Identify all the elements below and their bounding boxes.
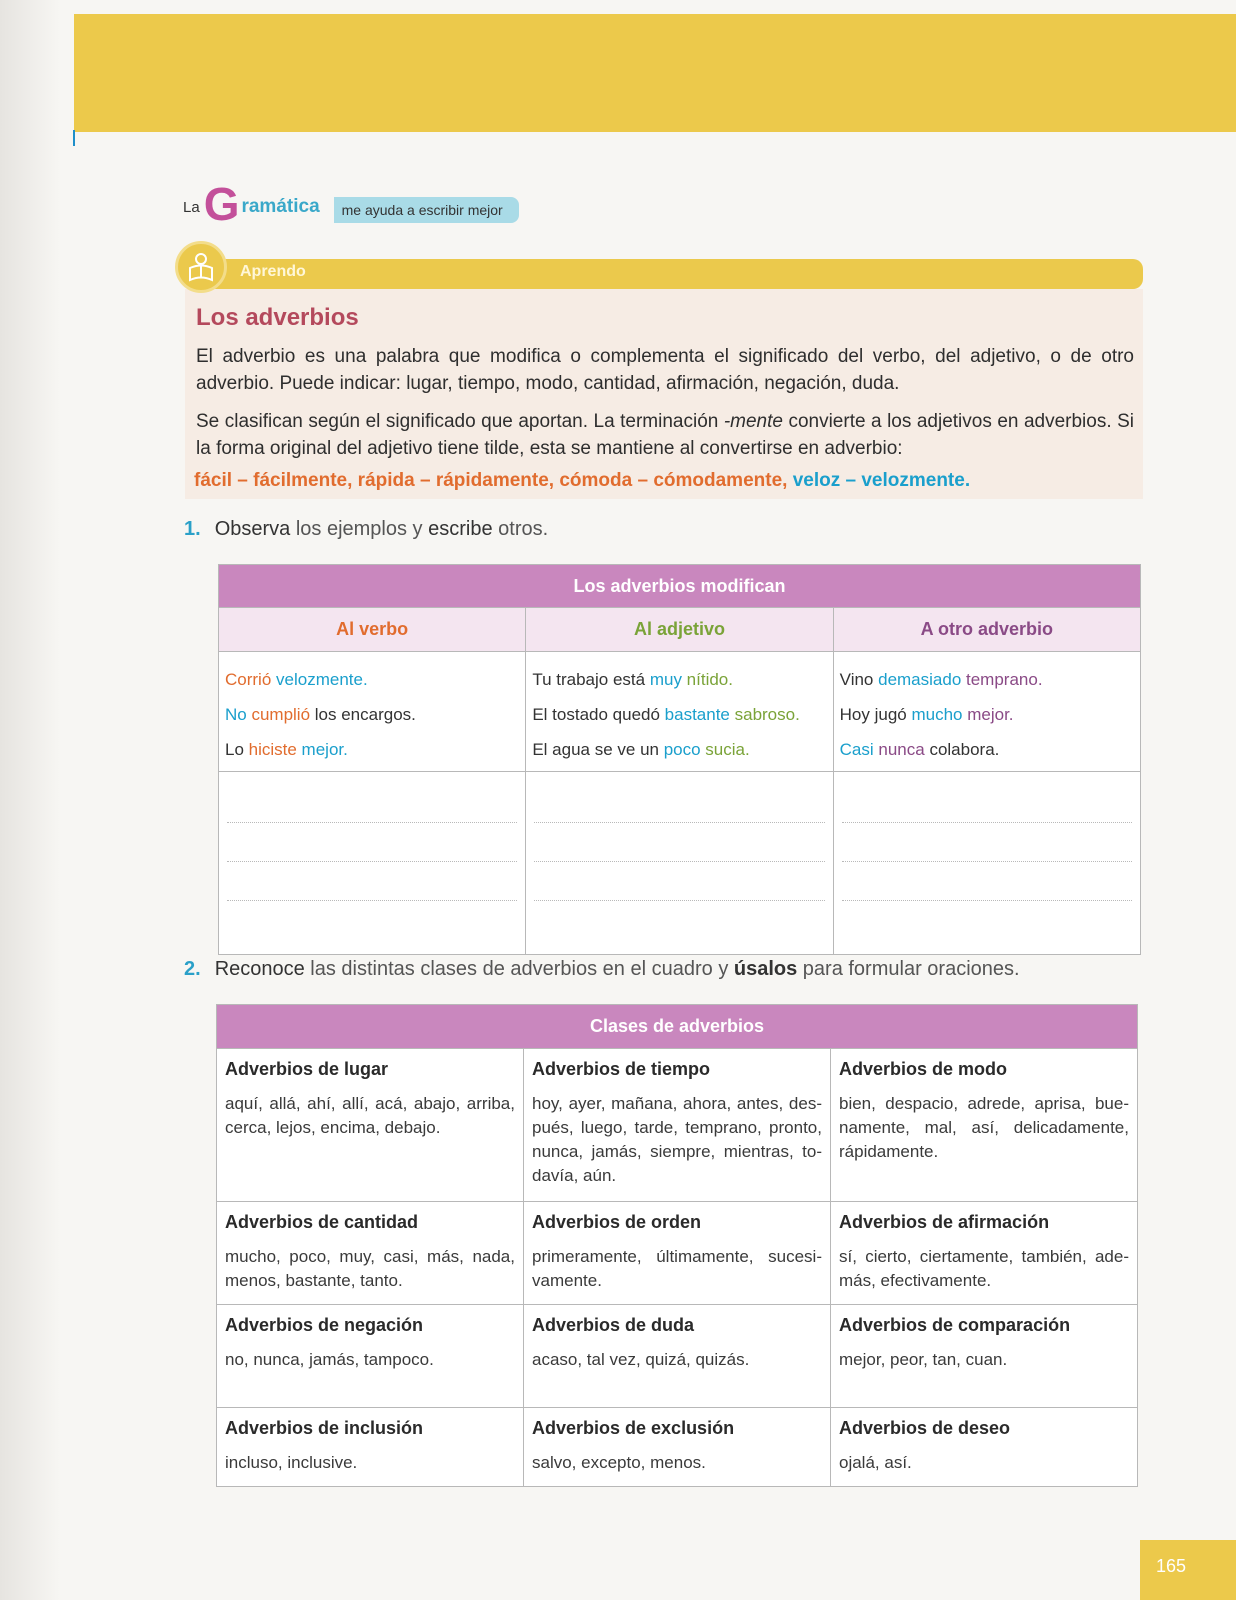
adverb-example-1-adverb: temprano. <box>961 670 1043 689</box>
writing-area-verb[interactable] <box>219 772 526 955</box>
examples-blue: veloz – velozmente. <box>787 470 971 491</box>
adjective-example-3 <box>532 732 826 767</box>
class-list: mejor, peor, tan, cuan. <box>839 1350 1008 1369</box>
verb-example-3-start: Lo <box>225 740 249 759</box>
classification-text-b: convierte a los adjetivos en adverbios. Si la forma original del adjetivo tiene tilde, esta se mantiene al convertirse en adverbio: <box>196 411 1134 459</box>
adjective-example-3-adverb: poco <box>663 740 701 759</box>
blue-margin-mark <box>73 130 75 146</box>
class-name: Adverbios de inclusión <box>225 1418 424 1438</box>
dotted-line <box>227 862 517 901</box>
modify-table-title: Los adverbios modifican <box>219 565 1141 608</box>
class-cell <box>831 1202 1138 1305</box>
verb-example-3-adverb: mejor. <box>296 740 348 759</box>
adjective-examples <box>526 652 833 772</box>
class-name: Adverbios de orden <box>532 1212 702 1232</box>
mente-examples <box>194 470 970 492</box>
verb-examples <box>219 652 526 772</box>
class-name: Adverbios de lugar <box>225 1059 389 1079</box>
class-list: no, nunca, jamás, tampoco. <box>225 1350 434 1369</box>
examples-orange: fácil – fácilmente, rápida – rápidamente, cómoda – cómodamente, <box>194 470 788 491</box>
class-cell <box>831 1305 1138 1408</box>
class-list: aquí, allá, ahí, allí, acá, abajo, arriba, cerca, lejos, encima, debajo. <box>225 1094 515 1137</box>
class-cell <box>524 1202 831 1305</box>
verb-example-2 <box>225 697 519 732</box>
verb-example-1 <box>225 662 519 697</box>
aprendo-header-bar <box>205 259 1143 289</box>
adjective-example-2-adverb: bastante <box>664 705 730 724</box>
column-header-adverb: A otro adverbio <box>833 608 1140 652</box>
exercise-2-number: 2. <box>184 958 201 980</box>
verb-example-2-adverb: No <box>225 705 247 724</box>
verb-example-1-verb: Corrió <box>225 670 272 689</box>
exercise-1-verb1: Observa <box>214 518 291 540</box>
class-name: Adverbios de cantidad <box>225 1212 419 1232</box>
aprendo-label: Aprendo <box>240 263 306 280</box>
class-list: sí, cierto, ciertamente, también, ade-más, efectivamente. <box>839 1247 1129 1290</box>
class-list: ojalá, así. <box>839 1453 912 1472</box>
verb-example-3 <box>225 732 519 767</box>
adverb-classes-table <box>216 1004 1138 1487</box>
dotted-line <box>227 823 517 862</box>
adverb-example-3 <box>840 732 1134 767</box>
adverb-example-1 <box>840 662 1134 697</box>
dotted-line <box>227 784 517 823</box>
dotted-line <box>842 862 1132 901</box>
mente-suffix: -mente <box>723 411 783 432</box>
exercise-2-end: para formular oraciones. <box>797 958 1020 980</box>
dotted-line <box>842 823 1132 862</box>
classes-table-title: Clases de adverbios <box>217 1005 1138 1049</box>
column-header-adjective: Al adjetivo <box>526 608 833 652</box>
verb-example-2-rest: los encargos. <box>310 705 416 724</box>
adverb-examples <box>833 652 1140 772</box>
verb-example-2-verb: cumplió <box>246 705 311 724</box>
class-cell <box>217 1408 524 1487</box>
adjective-example-1-adverb: muy <box>649 670 682 689</box>
class-name: Adverbios de tiempo <box>532 1059 711 1079</box>
top-color-band <box>74 14 1236 132</box>
adjective-example-2-start: El tostado quedó <box>532 705 665 724</box>
definition-paragraph: El adverbio es una palabra que modifica o complementa el significado del verbo, del adjetivo, o de otro adverbio. Puede indicar: lugar, tiempo, modo, cantidad, afirmación, negación, duda. <box>196 346 1134 394</box>
class-cell <box>524 1049 831 1202</box>
adverb-example-3-adverb: nunca <box>873 740 925 759</box>
class-cell <box>831 1408 1138 1487</box>
class-cell <box>217 1202 524 1305</box>
class-cell <box>831 1049 1138 1202</box>
exercise-2-mid: las distintas clases de adverbios en el cuadro y <box>304 958 734 980</box>
page-edge-shadow <box>0 0 60 1600</box>
dotted-line <box>842 784 1132 823</box>
section-tag-word: ramática <box>241 196 320 217</box>
writing-area-adverb[interactable] <box>833 772 1140 955</box>
section-tag-pill: me ayuda a escribir mejor <box>334 197 519 223</box>
adjective-example-2-adjective: sabroso. <box>729 705 800 724</box>
class-name: Adverbios de comparación <box>839 1315 1071 1335</box>
section-tag <box>183 178 519 230</box>
dotted-line <box>534 823 824 862</box>
adverb-example-3-rest: colabora. <box>924 740 1000 759</box>
adverb-example-2 <box>840 697 1134 732</box>
class-cell <box>217 1049 524 1202</box>
section-tag-la: La <box>183 198 200 216</box>
adverb-example-1-start: Vino <box>839 670 879 689</box>
column-header-verb: Al verbo <box>219 608 526 652</box>
class-name: Adverbios de deseo <box>839 1418 1011 1438</box>
class-cell <box>524 1305 831 1408</box>
exercise-1-instruction <box>184 518 548 541</box>
class-name: Adverbios de negación <box>225 1315 424 1335</box>
exercise-1-number: 1. <box>184 518 201 540</box>
reading-person-icon <box>175 241 227 293</box>
exercise-2-instruction <box>184 958 1020 981</box>
verb-example-3-verb: hiciste <box>248 740 297 759</box>
exercise-1-end: otros. <box>492 518 549 540</box>
class-list: acaso, tal vez, quizá, quizás. <box>532 1350 750 1369</box>
dotted-line <box>534 784 824 823</box>
adjective-example-3-adjective: sucia. <box>700 740 750 759</box>
dotted-line <box>534 862 824 901</box>
class-name: Adverbios de exclusión <box>532 1418 735 1438</box>
classification-paragraph <box>196 408 1134 462</box>
adverb-example-2-adverb: mejor. <box>962 705 1014 724</box>
adjective-example-1-start: Tu trabajo está <box>532 670 650 689</box>
exercise-1-verb2: escribe <box>428 518 493 540</box>
classification-text-a: Se clasifican según el significado que aportan. La terminación <box>196 411 724 432</box>
class-name: Adverbios de afirmación <box>839 1212 1050 1232</box>
class-list: mucho, poco, muy, casi, más, nada, menos, bastante, tanto. <box>225 1247 515 1290</box>
page-number: 165 <box>1140 1540 1236 1600</box>
class-list: incluso, inclusive. <box>225 1453 358 1472</box>
section-tag-big-letter: G <box>203 178 240 230</box>
verb-example-1-adverb: velozmente. <box>271 670 368 689</box>
adjective-example-1-adjective: nítido. <box>681 670 733 689</box>
exercise-1-mid: los ejemplos y <box>290 518 429 540</box>
adjective-example-3-start: El agua se ve un <box>532 740 664 759</box>
adverb-example-3-modifier: Casi <box>839 740 874 759</box>
lesson-title: Los adverbios <box>196 304 359 331</box>
class-list: hoy, ayer, mañana, ahora, antes, des-pués, luego, tarde, temprano, pronto, nunca, jamás, siempre, mientras, to-davía, aún. <box>532 1094 822 1185</box>
exercise-2-verb2: úsalos <box>733 958 798 980</box>
adverb-example-2-modifier: mucho <box>911 705 963 724</box>
exercise-2-verb1: Reconoce <box>214 958 305 980</box>
writing-area-adjective[interactable] <box>526 772 833 955</box>
class-name: Adverbios de duda <box>532 1315 695 1335</box>
adjective-example-1 <box>532 662 826 697</box>
class-name: Adverbios de modo <box>839 1059 1008 1079</box>
adverb-example-2-start: Hoy jugó <box>839 705 912 724</box>
class-list: salvo, excepto, menos. <box>532 1453 706 1472</box>
adjective-example-2 <box>532 697 826 732</box>
class-list: bien, despacio, adrede, aprisa, bue-namente, mal, así, delicadamente, rápidamente. <box>839 1094 1129 1161</box>
adverb-example-1-modifier: demasiado <box>878 670 962 689</box>
class-cell <box>217 1305 524 1408</box>
class-cell <box>524 1408 831 1487</box>
class-list: primeramente, últimamente, sucesi-vamente. <box>532 1247 822 1290</box>
modify-table <box>218 564 1141 955</box>
